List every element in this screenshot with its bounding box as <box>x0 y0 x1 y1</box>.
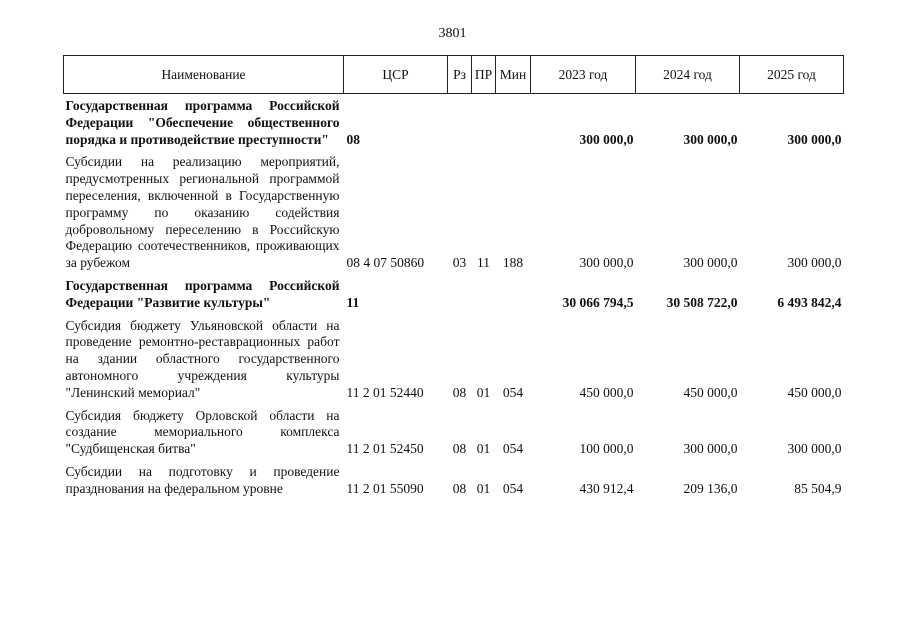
header-2025: 2025 год <box>740 56 844 94</box>
row-rz: 08 <box>452 441 467 457</box>
row-2023: 300 000,0 <box>579 131 634 147</box>
row-2025: 6 493 842,4 <box>777 294 842 310</box>
row-2024: 209 136,0 <box>683 480 738 496</box>
row-csr: 08 4 07 50860 <box>346 255 425 271</box>
budget-table <box>63 55 844 498</box>
row-min: 054 <box>502 441 524 457</box>
row-min: 054 <box>502 384 524 400</box>
row-pr: 01 <box>476 480 491 496</box>
header-2023: 2023 год <box>531 56 636 94</box>
row-name: Государственная программа Российской Федерации "Обеспечение общественного порядка и противодействие преступности" <box>65 98 340 147</box>
row-csr: 11 2 01 52450 <box>346 441 424 457</box>
row-rz: 08 <box>452 384 467 400</box>
row-2024: 30 508 722,0 <box>666 294 738 310</box>
row-min <box>496 272 531 312</box>
row-csr: 11 <box>346 294 360 310</box>
row-name: Субсидии на реализацию мероприятий, предусмотренных региональной программой переселения, включенной в Государственную программу по оказанию содействия добровольному переселению в Российскую Федерацию соотечественников, проживающих за рубежом <box>65 154 340 271</box>
page-number: 3801 <box>438 26 467 41</box>
row-name: Субсидия бюджету Ульяновской области на проведение ремонтно-реставрационных работ на здании областного государственного автономного учреждения культуры "Ленинский мемориал" <box>65 317 340 400</box>
table-row <box>64 272 844 312</box>
header-min: Мин <box>496 56 531 94</box>
row-min <box>496 94 531 149</box>
row-csr: 11 2 01 55090 <box>346 480 424 496</box>
row-pr: 11 <box>477 255 490 271</box>
header-2024: 2024 год <box>636 56 740 94</box>
row-rz <box>448 94 472 149</box>
row-2025: 300 000,0 <box>787 255 842 271</box>
row-2023: 30 066 794,5 <box>562 294 634 310</box>
row-rz: 08 <box>452 480 467 496</box>
row-csr: 11 2 01 52440 <box>346 384 424 400</box>
row-pr <box>472 272 496 312</box>
row-rz <box>448 272 472 312</box>
row-2024: 300 000,0 <box>683 131 738 147</box>
table-row <box>64 148 844 272</box>
row-2023: 430 912,4 <box>579 480 634 496</box>
row-name: Государственная программа Российской Федерации "Развитие культуры" <box>65 277 340 310</box>
header-pr: ПР <box>472 56 496 94</box>
row-pr: 01 <box>476 441 491 457</box>
table-row <box>64 312 844 402</box>
row-pr: 01 <box>476 384 491 400</box>
table-header-row <box>64 56 844 94</box>
table-row <box>64 458 844 498</box>
row-2024: 450 000,0 <box>683 384 738 400</box>
row-2025: 300 000,0 <box>787 131 842 147</box>
row-name: Субсидии на подготовку и проведение празднования на федеральном уровне <box>65 463 340 496</box>
row-2025: 85 504,9 <box>794 480 842 496</box>
row-2024: 300 000,0 <box>683 255 738 271</box>
header-rz: Рз <box>448 56 472 94</box>
row-min: 188 <box>502 255 524 271</box>
row-min: 054 <box>502 480 524 496</box>
row-name: Субсидия бюджету Орловской области на создание мемориального комплекса "Судбищенская битва" <box>65 407 340 457</box>
row-pr <box>472 94 496 149</box>
row-csr: 08 <box>346 131 360 147</box>
row-2024: 300 000,0 <box>683 441 738 457</box>
table-row <box>64 94 844 149</box>
row-rz: 03 <box>452 255 467 271</box>
header-csr: ЦСР <box>344 56 448 94</box>
row-2025: 450 000,0 <box>787 384 842 400</box>
row-2023: 300 000,0 <box>579 255 634 271</box>
row-2023: 450 000,0 <box>579 384 634 400</box>
row-2025: 300 000,0 <box>787 441 842 457</box>
header-name: Наименование <box>64 56 344 94</box>
table-row <box>64 402 844 458</box>
row-2023: 100 000,0 <box>579 441 634 457</box>
